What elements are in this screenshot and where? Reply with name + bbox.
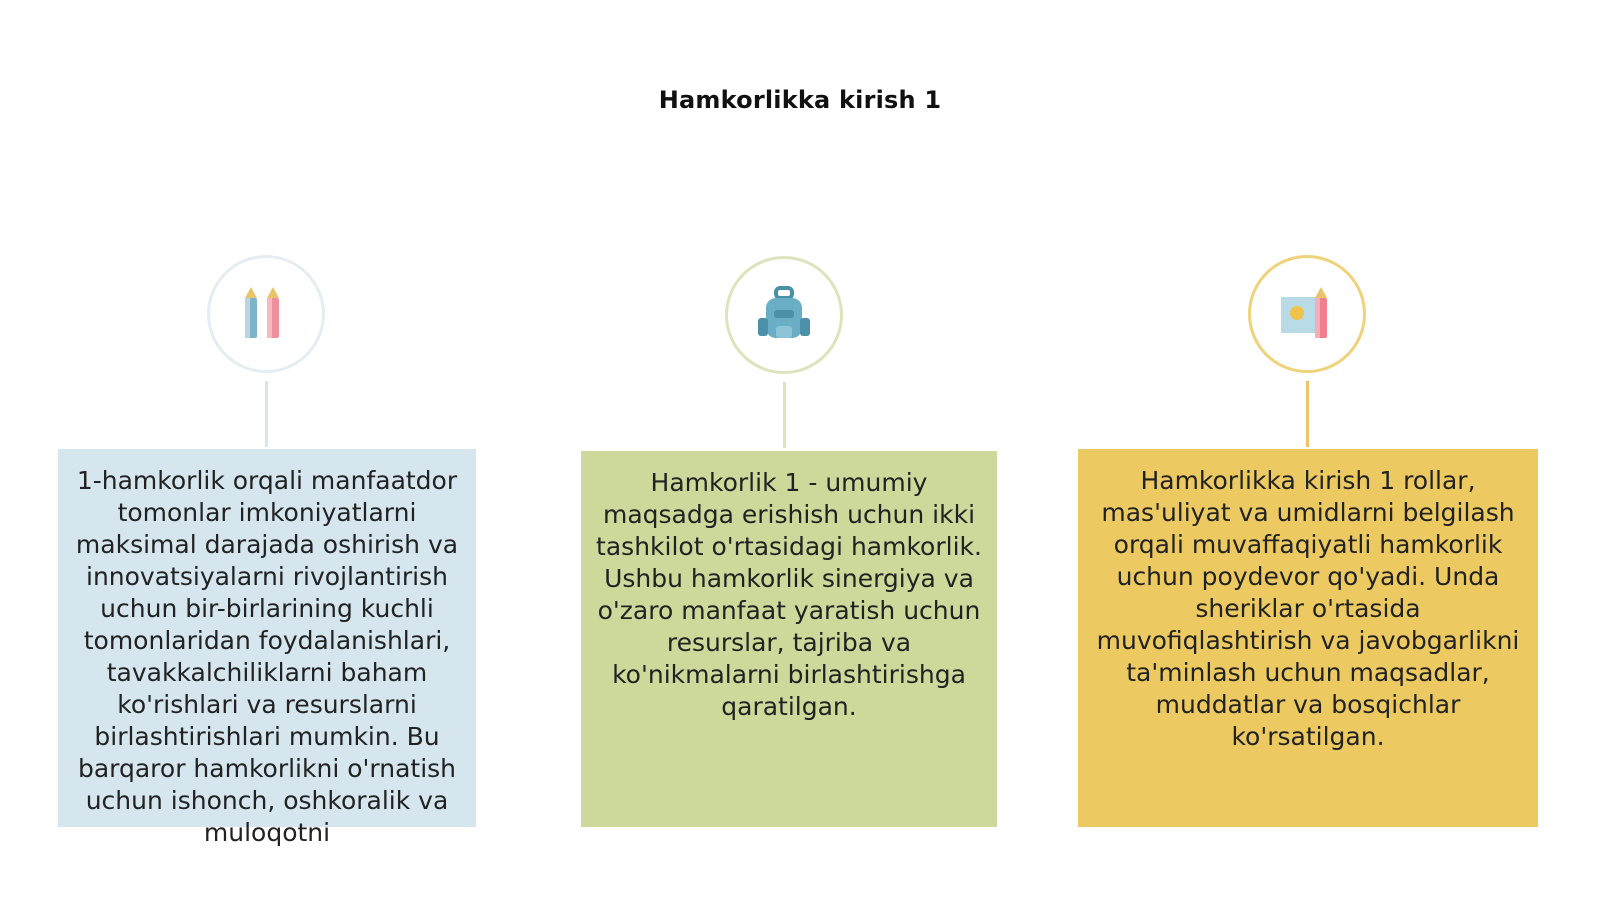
step-3-icon-circle [1248, 255, 1366, 373]
step-3-connector [1306, 381, 1309, 447]
slide-title: Hamkorlikka kirish 1 [658, 86, 942, 114]
step-1-icon-circle [207, 255, 325, 373]
step-1-description: 1-hamkorlik orqali manfaatdor tomonlar imkoniyatlarni maksimal darajada oshirish va innovatsiyalarni rivojlantirish uchun bir-birlarining kuchli tomonlaridan foydalanishlari, tavakkalchiliklarni baham ko'rishlari va resurslarni birlashtirishlari mumkin. Bu barqaror hamkorlikni o'rnatish uchun ishonch, oshkoralik va muloqotni [75, 466, 459, 847]
step-1-connector [265, 381, 268, 447]
backpack-icon [754, 284, 814, 346]
step-2-connector [783, 382, 786, 448]
step-2-card [581, 451, 997, 827]
step-3-card [1078, 449, 1538, 827]
pencils-icon [237, 283, 295, 345]
step-1-card [58, 449, 476, 847]
step-2-icon-circle [725, 256, 843, 374]
step-2-description: Hamkorlik 1 - umumiy maqsadga erishish uchun ikki tashkilot o'rtasidagi hamkorlik. Ushbu hamkorlik sinergiya va o'zaro manfaat yaratish uchun resurslar, tajriba va ko'nikmalarni birlashtirishga qaratilgan. [596, 468, 982, 721]
drawing-pencil-icon [1275, 283, 1339, 345]
step-3-description: Hamkorlikka kirish 1 rollar, mas'uliyat va umidlarni belgilash orqali muvaffaqiyatli hamkorlik uchun poydevor qo'yadi. Unda sheriklar o'rtasida muvofiqlashtirish va javobgarlikni ta'minlash uchun maqsadlar, muddatlar va bosqichlar ko'rsatilgan. [1096, 466, 1520, 751]
